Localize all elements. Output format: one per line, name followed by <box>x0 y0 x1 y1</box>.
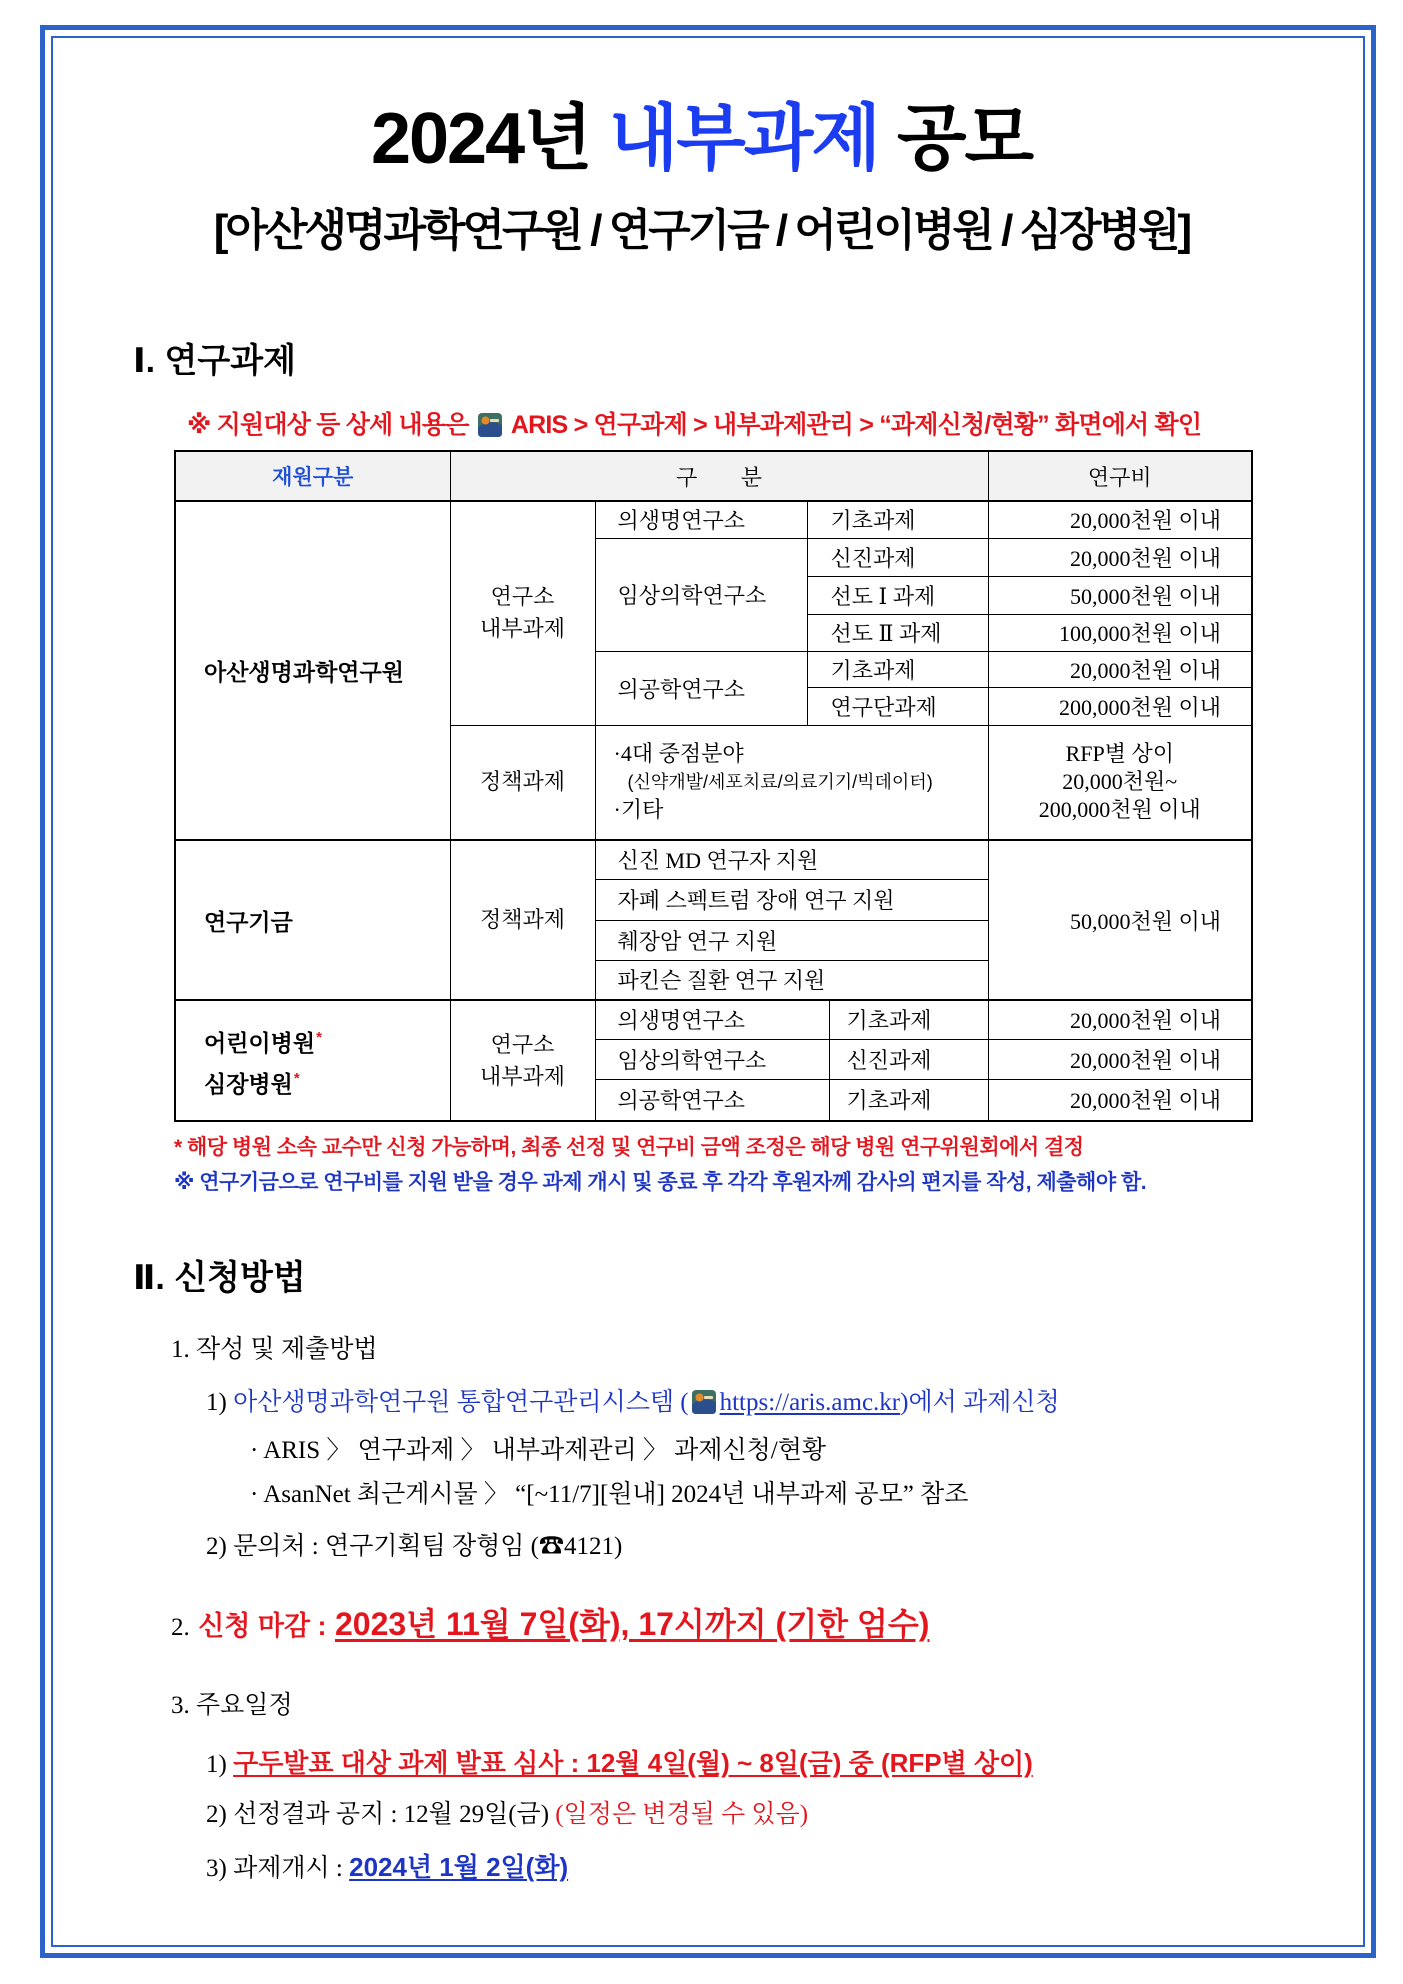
policy-items-cell <box>595 725 988 840</box>
hospital-mark: * <box>293 1069 300 1087</box>
hospital-label <box>204 1020 450 1061</box>
policy-budget-line: 20,000천원~ <box>1062 769 1178 795</box>
aris-logo-icon <box>691 1389 717 1415</box>
budget-cell: 50,000천원 이내 <box>988 576 1252 614</box>
schedule-text: 구두발표 대상 과제 발표 심사 : 12월 4일(월) ~ 8일(금) 중 (RFP별 상이) <box>233 1748 1033 1778</box>
task-cell: 기초과제 <box>807 651 988 687</box>
title-year: 2024년 <box>370 99 591 179</box>
schedule-number: 1) <box>206 1751 227 1778</box>
schedule-number: 2) <box>206 1801 227 1828</box>
fund-item-cell: 신진 MD 연구자 지원 <box>595 840 988 879</box>
task-cell: 기초과제 <box>829 1079 988 1121</box>
schedule-item <box>206 1849 568 1887</box>
budget-cell: 20,000천원 이내 <box>988 538 1252 576</box>
aris-link[interactable]: https://aris.amc.kr <box>719 1389 901 1416</box>
budget-cell: 200,000천원 이내 <box>988 687 1252 725</box>
budget-cell: 20,000천원 이내 <box>988 651 1252 687</box>
schedule-text: 과제개시 : <box>233 1855 343 1882</box>
sub1-bullet: · AsanNet 최근게시물 〉 “[~11/7][원내] 2024년 내부과제 공모” 참조 <box>250 1481 969 1508</box>
budget-cell: 20,000천원 이내 <box>988 1079 1252 1121</box>
table-row <box>175 501 1252 538</box>
fund-item-cell: 파킨슨 질환 연구 지원 <box>595 960 988 1000</box>
note-prefix: ※ 지원대상 등 상세 내용은 <box>187 411 469 439</box>
category-internal-line2: 내부과제 <box>479 616 565 642</box>
fund-item-cell: 자폐 스펙트럼 장애 연구 지원 <box>595 879 988 920</box>
category-policy: 정책과제 <box>450 840 595 1000</box>
header-source: 재원구분 <box>175 451 450 501</box>
item1-heading: 1. 작성 및 제출방법 <box>171 1336 378 1363</box>
sub2-number: 2) <box>206 1533 227 1560</box>
category-internal <box>450 1000 595 1121</box>
source-fund: 연구기금 <box>175 840 450 1000</box>
sub2-text: 문의처 : 연구기획팀 장형임 (☎4121) <box>233 1533 623 1560</box>
institute-cell: 의생명연구소 <box>595 501 807 538</box>
task-cell: 선도 Ⅰ 과제 <box>807 576 988 614</box>
institute-cell: 의생명연구소 <box>595 1000 829 1039</box>
sub1-text: 아산생명과학연구원 통합연구관리시스템 ( <box>233 1389 689 1416</box>
budget-cell: 20,000천원 이내 <box>988 501 1252 538</box>
footnote-fund: ※ 연구기금으로 연구비를 지원 받을 경우 과제 개시 및 종료 후 각각 후원자께 감사의 편지를 작성, 제출해야 함. <box>174 1171 1147 1194</box>
section1-heading: Ⅰ. 연구과제 <box>133 342 296 380</box>
schedule-text: 선정결과 공지 : 12월 29일(금) <box>233 1801 550 1828</box>
page-title <box>0 92 1403 186</box>
task-cell: 선도 Ⅱ 과제 <box>807 614 988 651</box>
item3-heading: 3. 주요일정 <box>171 1692 293 1719</box>
deadline-date: 2023년 11월 7일(화), 17시까지 (기한 엄수) <box>334 1606 930 1642</box>
hospital-name: 어린이병원 <box>204 1029 316 1056</box>
category-internal <box>450 501 595 725</box>
table-row <box>175 840 1252 879</box>
aris-logo-icon <box>477 412 503 438</box>
budget-cell: 20,000천원 이내 <box>988 1039 1252 1079</box>
section2-heading: Ⅱ. 신청방법 <box>133 1259 306 1297</box>
category-internal-line2: 내부과제 <box>479 1063 565 1089</box>
schedule-date: 2024년 1월 2일(화) <box>349 1852 569 1882</box>
budget-cell: 20,000천원 이내 <box>988 1000 1252 1039</box>
hospital-name: 심장병원 <box>204 1070 293 1097</box>
schedule-item <box>206 1745 1033 1783</box>
footnote-hospital: * 해당 병원 소속 교수만 신청 가능하며, 최종 선정 및 연구비 금액 조정은 해당 병원 연구위원회에서 결정 <box>174 1136 1084 1159</box>
policy-budget-line: 200,000천원 이내 <box>1038 797 1201 823</box>
deadline-number: 2. <box>171 1614 190 1641</box>
hospital-label <box>204 1061 450 1102</box>
budget-table <box>174 450 1253 1122</box>
policy-item: ·4대 중점분야 <box>613 741 744 767</box>
task-cell: 기초과제 <box>807 501 988 538</box>
task-cell: 신진과제 <box>807 538 988 576</box>
schedule-item <box>206 1798 808 1832</box>
category-policy: 정책과제 <box>450 725 595 840</box>
section1-note <box>187 406 1201 444</box>
task-cell: 신진과제 <box>829 1039 988 1079</box>
fund-item-cell: 췌장암 연구 지원 <box>595 920 988 960</box>
item1-sub1 <box>206 1386 1060 1420</box>
title-highlight: 내부과제 <box>608 99 879 179</box>
institute-cell: 임상의학연구소 <box>595 538 807 651</box>
task-cell: 기초과제 <box>829 1000 988 1039</box>
institute-cell: 의공학연구소 <box>595 651 807 725</box>
table-header-row <box>175 451 1252 501</box>
item1-sub2 <box>206 1530 622 1564</box>
note-path: ARIS > 연구과제 > 내부과제관리 > “과제신청/현황” 화면에서 확인 <box>510 411 1202 439</box>
deadline-line <box>171 1602 929 1653</box>
institute-cell: 의공학연구소 <box>595 1079 829 1121</box>
schedule-number: 3) <box>206 1855 227 1882</box>
budget-cell: 100,000천원 이내 <box>988 614 1252 651</box>
policy-budget-line: RFP별 상이 <box>1065 741 1174 767</box>
sub1-bullet: · ARIS 〉 연구과제 〉 내부과제관리 〉 과제신청/현황 <box>250 1437 827 1464</box>
page-subtitle: [아산생명과학연구원 / 연구기금 / 어린이병원 / 심장병원] <box>213 206 1190 255</box>
sub1-suffix: )에서 과제신청 <box>900 1389 1060 1416</box>
policy-item: ·기타 <box>613 797 664 823</box>
hospital-mark: * <box>316 1028 322 1046</box>
table-row <box>175 1000 1252 1039</box>
category-internal-line1: 연구소 <box>490 584 555 610</box>
institute-cell: 임상의학연구소 <box>595 1039 829 1079</box>
deadline-label: 신청 마감 : <box>198 1611 327 1641</box>
source-asan: 아산생명과학연구원 <box>175 501 450 840</box>
title-suffix: 공모 <box>896 99 1033 179</box>
schedule-note: (일정은 변경될 수 있음) <box>555 1801 809 1828</box>
category-internal-line1: 연구소 <box>490 1031 555 1057</box>
header-category: 구 분 <box>450 451 988 501</box>
policy-budget-cell <box>988 725 1252 840</box>
task-cell: 연구단과제 <box>807 687 988 725</box>
budget-cell: 50,000천원 이내 <box>988 840 1252 1000</box>
source-hospitals <box>175 1000 450 1121</box>
header-budget: 연구비 <box>988 451 1252 501</box>
sub1-number: 1) <box>206 1389 227 1416</box>
policy-item-detail: (신약개발/세포치료/의료기기/빅데이터) <box>627 772 933 793</box>
